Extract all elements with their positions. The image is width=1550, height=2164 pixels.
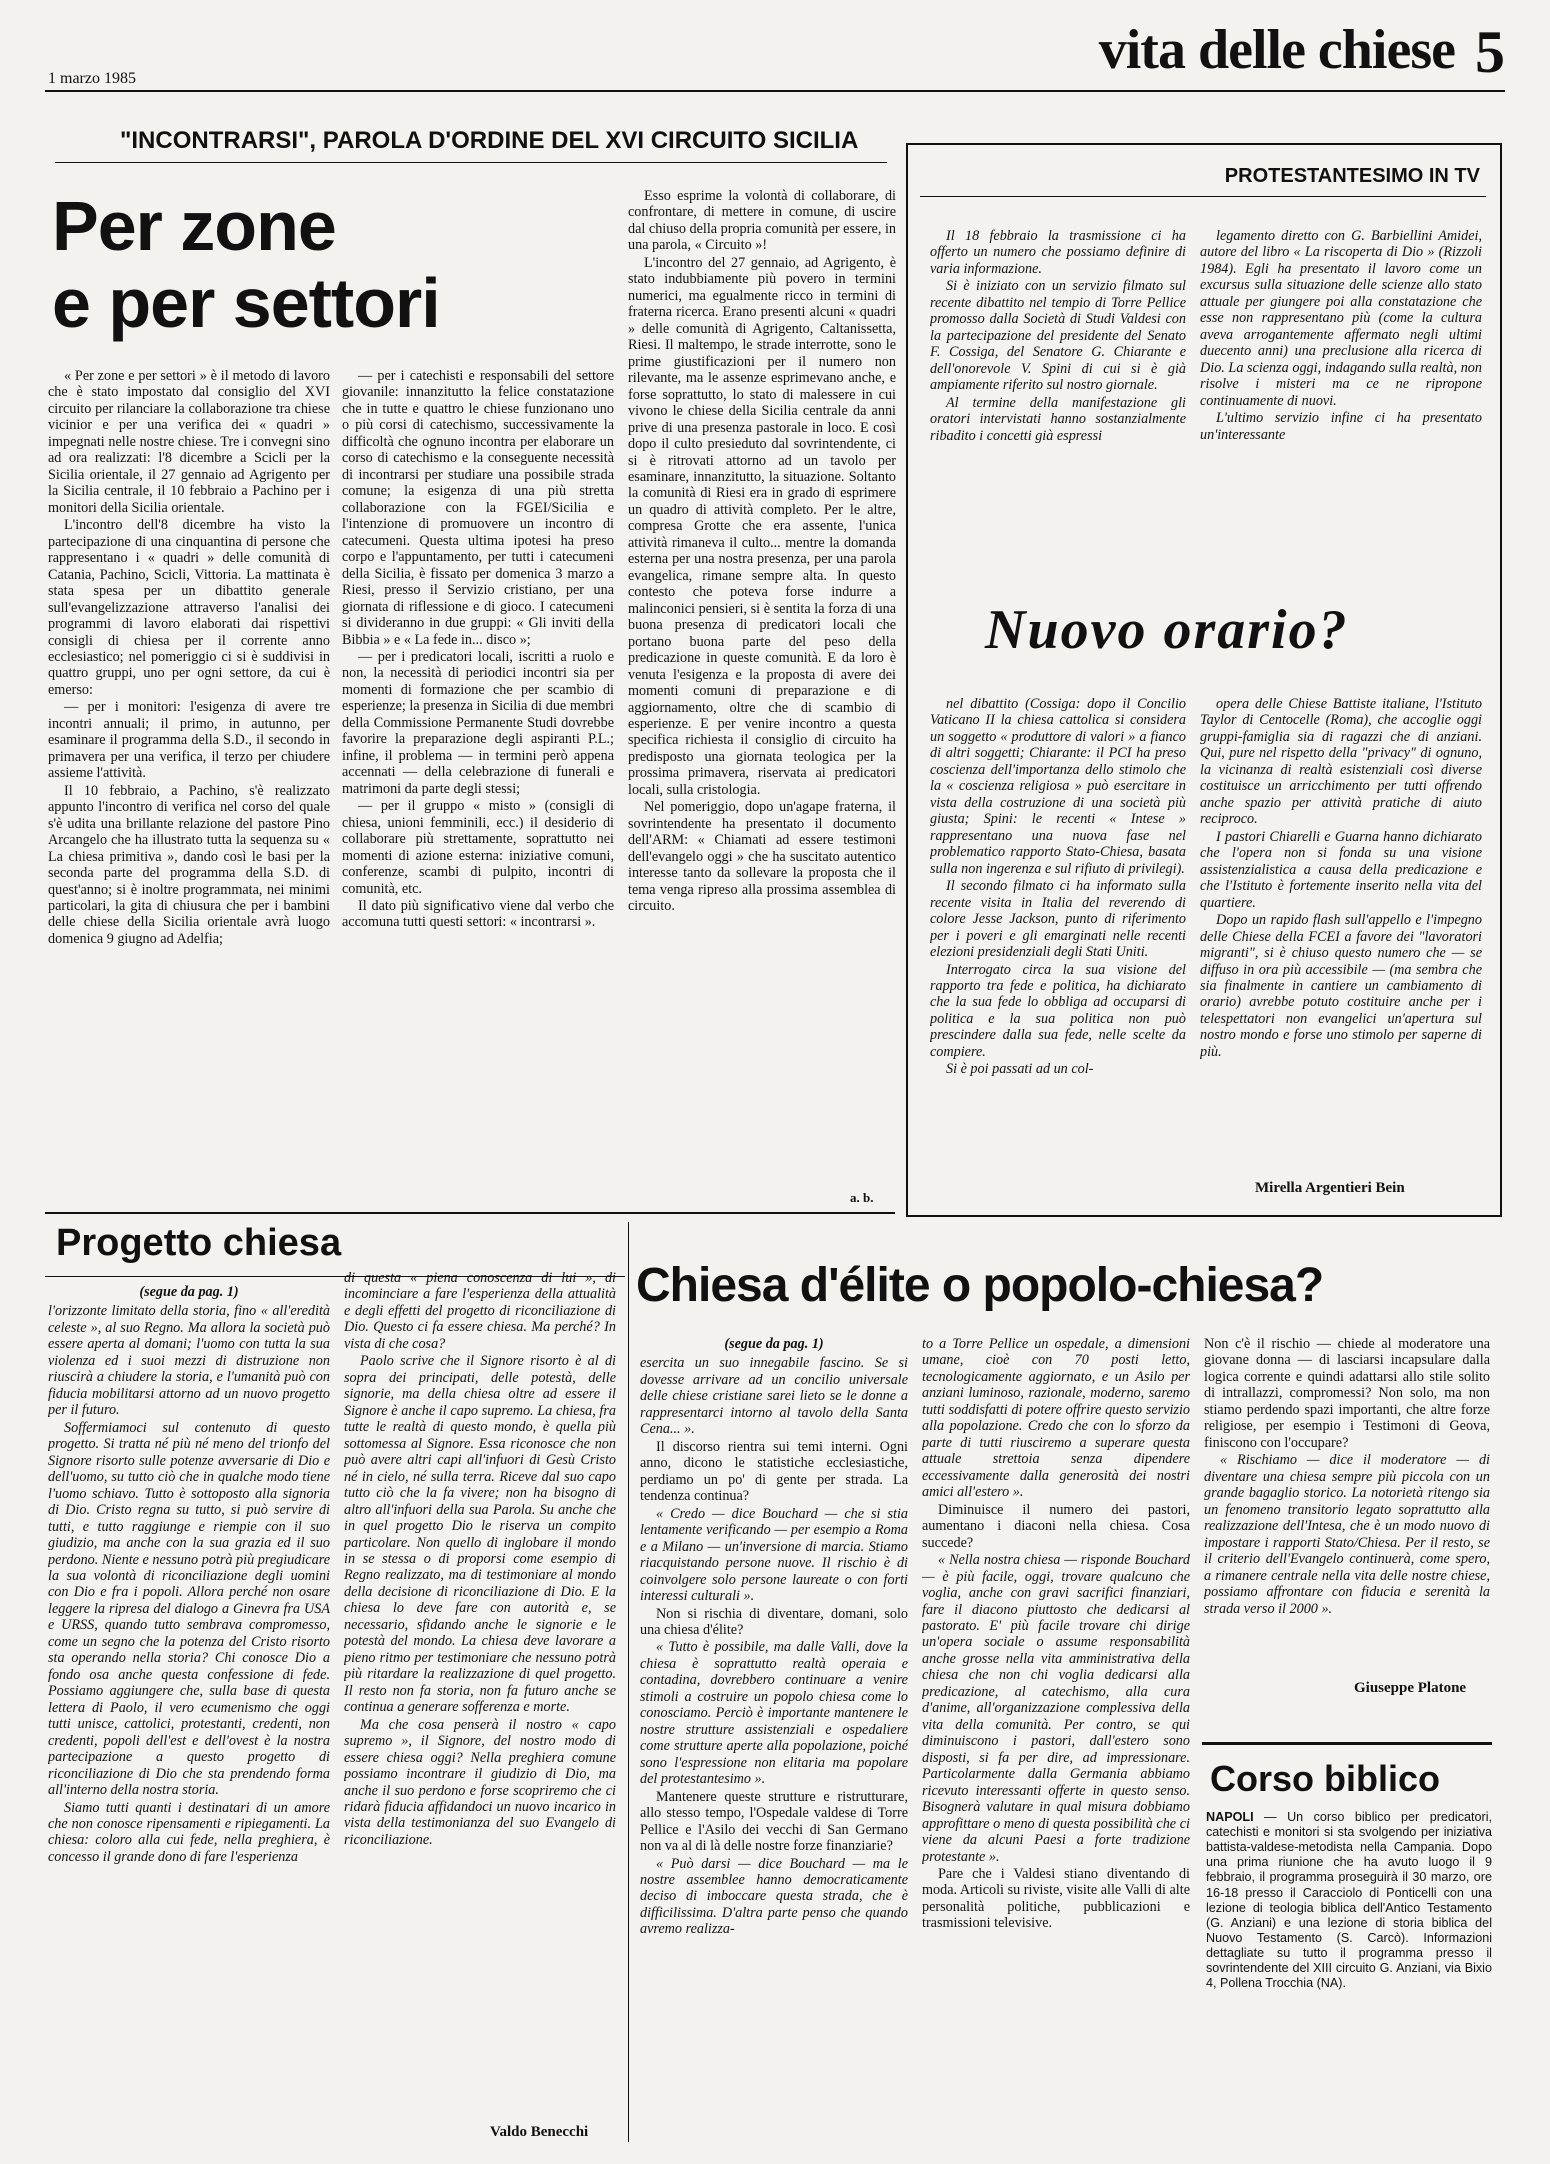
paragraph: Siamo tutti quanti i destinatari di un amore che non conosce ripensamenti e ripiegamenti. La chiesa: coloro alla cui fede, nella preghiera, è concesso il grande dono di fare l'esperienza	[48, 1799, 330, 1865]
article1-bottom-rule	[45, 1212, 895, 1214]
paragraph: « Credo — dice Bouchard — che si stia lentamente verificando — per esempio a Roma e a Milano — un'inversione di marcia. Stiamo riacquistando persone nuove. Il rischio è di coinvolgere solo persone laureate o con forti interessi culturali ».	[640, 1505, 908, 1605]
paragraph: nel dibattito (Cossiga: dopo il Concilio Vaticano II la chiesa cattolica si considera un soggetto « produttore di valori » a fianco di altri soggetti; Chiarante: il PCI ha preso coscienza dell'importanza dello stimolo che la « coscienza religiosa » può esercitare in vista della costruzione di una società più giusta; Spini: le recenti « Intese » rappresentano una nuova fase nel problematico rapporto Stato-Chiesa, basata sulla non ingerenza e sul rifiuto di privilegi).	[930, 696, 1186, 877]
corso-top-rule	[1202, 1742, 1492, 1745]
article1-signature: a. b.	[850, 1190, 874, 1205]
paragraph: L'incontro del 27 gennaio, ad Agrigento, è stato indubbiamente più povero in termini numerici, ma egualmente ricco in termini di fraterna ricerca. Erano presenti alcuni « quadri » delle comunità di Agrigento, Caltanissetta, Riesi. Il maltempo, le strade interrotte, sono le prime giustificazioni per il numero non rilevante, ma le assenze esprimevano anche, e forse soprattutto, lo stato di malessere in cui vivono le chiese della Sicilia centrale da anni prive di una presenza pastorale in loco. E così dopo il culto presieduto dal sovrintendente, ci si è ritrovati attorno ad un tavolo per esaminare, innanzitutto, la situazione. Soltanto la comunità di Riesi era in grado di esprimere un quadro di attività completo. Per le altre, compresa Grotte che era assente, l'unica attività rimaneva il culto... mentre la domanda esterna per una nostra presenza, per una parola evangelica, rimane sempre alta. In questo contesto che poteva forse indurre a malinconici pensieri, si è sentita la forza di una buona presenza di predicatori locali che portano buona parte del peso della predicazione in queste comunità. E da loro è venuta l'esigenza e la proposta di avere dei momenti comuni di preparazione e di aggiornamento, oltre che di scambio di esperienze. E per venire incontro a questa specifica richiesta il consiglio di circuito ha predisposto una giornata teologica per la prossima primavera, riservata ai predicatori locali, sulla cristologia.	[628, 254, 896, 798]
paragraph: Si è iniziato con un servizio filmato sul recente dibattito nel tempio di Torre Pellice promosso dalla Società di Studi Valdesi con la partecipazione del presidente del Senato F. Cossiga, del Senatore G. Chiarante e dell'onorevole V. Spini di cui si è già ampiamente riferito sul nostro giornale.	[930, 278, 1186, 394]
article2-col2	[344, 1270, 616, 2124]
paragraph: « Nella nostra chiesa — risponde Bouchard — è più facile, oggi, trovare qualcuno che voglia, anche con gravi sacrifici finanziari, fare il diacono piuttosto che dedicarsi al pastorato. E' più facile trovare chi dirige un'opera sociale o assume responsabilità anche grosse nella vita amministrativa della chiesa che non chi voglia dedicarsi alla predicazione, al catechismo, alla cura d'anime, all'organizzazione complessiva della vita della comunità. Per contro, se qui diminuiscono i pastori, dall'estero sono disposti, si fa per dire, ad impressionare. Particolarmente dalla Germania abbiamo ricevuto interessanti offerte in questo senso. Bisognerà valutare in qual misura dobbiamo approfittare o meno di questa possibilità che ci viene da alcuni Paesi a forte tradizione protestante ».	[922, 1552, 1190, 1865]
paragraph: Il 10 febbraio, a Pachino, s'è realizzato appunto l'incontro di verifica nel corso del quale s'è udita una brillante relazione del pastore Pino Arcangelo che ha illustrato tutta la sequenza su « La chiesa primitiva », dando così le basi per la seconda parte del programma della S.D. di quest'anno; si è inoltre programmata, nei minimi particolari, la gita di chiusura che per i bambini delle chiese della Sicilia orientale avrà luogo domenica 9 giugno ad Adelfia;	[48, 782, 330, 947]
paragraph: Il dato più significativo viene dal verbo che accomuna tutti questi settori: « incontrarsi ».	[342, 898, 614, 931]
paragraph: opera delle Chiese Battiste italiane, l'Istituto Taylor di Centocelle (Roma), che accoglie oggi gruppi-famiglia sia di ragazzi che di anziani. Qui, pure nel rispetto della "privacy" di ognuno, la vicinanza di realtà esistenziali così diverse costituisce un arricchimento per tutti offrendo anche spazio per attività pratiche di aiuto reciproco.	[1200, 696, 1482, 828]
paragraph: Soffermiamoci sul contenuto di questo progetto. Si tratta né più né meno del trionfo del Signore risorto sulle potenze avversarie di Dio e dell'uomo, su tutto ciò che in qualche modo tiene l'uomo schiavo. Tutto è sottoposto alla signoria di Dio. Cristo regna su tutto, si può servire di tutti, e tutto raggiunge e riempie con il suo giudizio, ma anche con la sua grazia ed il suo perdono. Niente e nessuno potrà più pregiudicare la sua volontà di riconciliazione degli uomini con Dio e fra i popoli. Allora perché non osare leggere la ripresa del dialogo a Ginevra fra USA e URSS, quando tutto sembrava compromesso, come un segno che la potenza del Cristo risorto sta operando nella storia? Chi conosce Dio a fondo osa anche questa confessione di fede. Possiamo aggiungere che, sulla base di questa lettera di Paolo, il vero ecumenismo che oggi tutti unisce, cattolici, protestanti, credenti, non credenti, popoli dell'est e dell'ovest è la nostra partecipazione a questo progetto di riconciliazione di Dio che sta prendendo forma all'interno della nostra storia.	[48, 1419, 330, 1799]
tv-col3	[930, 696, 1186, 1204]
tv-box-headline: Nuovo orario?	[985, 599, 1349, 661]
paragraph: Al termine della manifestazione gli oratori intervistati hanno sostanzialmente ribadito i concetti già espressi	[930, 394, 1186, 444]
article3-title: Chiesa d'élite o popolo-chiesa?	[636, 1259, 1324, 1312]
article1-title-line1: Per zone	[52, 187, 336, 265]
paragraph: « Tutto è possibile, ma dalle Valli, dove la chiesa è soprattutto realtà operaia e contadina, dovrebbero continuare a venire stimoli a costruire un popolo chiesa come lo conosciamo. Perciò è importante mantenere le nostre strutture assistenziali e ospedaliere come strutture aperte alla popolazione, poiché sono l'espressione non elitaria ma popolare del protestantesimo ».	[640, 1639, 908, 1788]
article1-title	[52, 188, 440, 342]
tv-col4	[1200, 696, 1482, 1174]
paragraph: — per il gruppo « misto » (consigli di chiesa, unioni femminili, ecc.) il desiderio di collaborare più strettamente, soprattutto nei momenti di azione esterna: iniziative comuni, conferenze, scambi di pulpito, incontri di comunità, etc.	[342, 798, 614, 897]
paragraph: Dopo un rapido flash sull'appello e l'impegno delle Chiese della FCEI a favore dei "lavoratori migranti", si è chiuso questo numero che — se diffuso in ora più accessibile — (ma sembra che sia finalmente in cantiere un cambiamento di orario) avrebbe potuto costituire anche per i telespettatori non evangelici un'apertura sul nostro mondo e forse uno stimolo per saperne di più.	[1200, 912, 1482, 1060]
paragraph: Si è poi passati ad un col-	[946, 1061, 1094, 1078]
continued-note: (segue da pag. 1)	[724, 1336, 824, 1352]
paragraph: esercita un suo innegabile fascino. Se si dovesse arrivare ad un concilio universale delle chiese cristiane sarei lieto se le donne a rappresentarci intorno al tavolo della Santa Cena... ».	[640, 1355, 908, 1438]
paragraph: Interrogato circa la sua visione del rapporto tra fede e politica, ha dichiarato che la sua fede lo obbliga ad occuparsi di politica e la sua politica non può prescindere dalla sua fede, nelle scelte da compiere.	[930, 961, 1186, 1060]
article1-title-line2: e per settori	[52, 264, 440, 342]
article1-kicker: "INCONTRARSI", PAROLA D'ORDINE DEL XVI CIRCUITO SICILIA	[120, 127, 859, 154]
paragraph: legamento diretto con G. Barbiellini Amidei, autore del libro « La riscoperta di Dio » (Rizzoli 1984). Egli ha presentato il lavoro come un excursus sulla situazione delle scienze allo stato attuale per giungere poi alla constatazione che esse non rappresentano più (come la cultura aveva arrogantemente affermato negli ultimi duecento anni) una preclusione alla ricerca di Dio. La scienza oggi, indagando sulla realtà, non risolve i misteri ma ce ne ripropone continuamente di nuovi.	[1200, 228, 1482, 409]
tv-col2	[1200, 228, 1482, 590]
kicker-rule	[55, 162, 887, 163]
tv-box-title-rule	[920, 196, 1486, 197]
header-rule	[45, 90, 1505, 92]
paragraph: Ma che cosa penserà il nostro « capo supremo », il Signore, del nostro modo di essere chiesa oggi? Nella preghiera comune possiamo incontrare il giudizio di Dio, ma anche il suo perdono e forse scopriremo che ci ridarà fiducia affidandoci un nuovo incarico in vista della testimonianza del suo Evangelo di riconciliazione.	[344, 1716, 616, 1848]
paragraph: — per i catechisti e responsabili del settore giovanile: innanzitutto la felice constatazione che in tutte e quattro le chiese funzionano uno o più corsi di catechismo, successivamente la difficoltà che ognuno incontra per elaborare un corso di catechismo e la conseguente necessità di incontrarsi per studiare una possibile strada comune; la esigenza di una più stretta collaborazione con la FGEI/Sicilia e l'intenzione di promuovere un incontro di catecumeni. Questa ultima ipotesi ha preso corpo e l'appuntamento, per tutti i catecumeni della Sicilia, è fissato per domenica 3 marzo a Riesi, presso il Servizio cristiano, per una giornata di riflessione e di gioco. I catecumeni si divideranno in due gruppi: « Gli inviti della Bibbia » e « La fede in... disco »;	[342, 368, 614, 648]
corso-title: Corso biblico	[1210, 1758, 1441, 1799]
corso-place: NAPOLI	[1206, 1810, 1254, 1824]
paragraph: di questa « piena conoscenza di lui », di incominciare a fare l'esperienza della attualità e degli effetti del progetto di riconciliazione di Dio. Questo ci fa essere chiesa. Ma perché? In vista di che cosa?	[344, 1270, 616, 1352]
paragraph: Pare che i Valdesi stiano diventando di moda. Articoli su riviste, visite alle Valli di alte personalità politiche, pubblicazioni e trasmissioni televisive.	[922, 1866, 1190, 1932]
paragraph: Nel pomeriggio, dopo un'agape fraterna, il sovrintendente ha presentato il documento dell'ARM: « Chiamati ad essere testimoni dell'evangelo oggi » che ha suscitato autentico interesse tanto da sollevare la proposta che il tema venga ripreso alla prossima assemblea di circuito.	[628, 799, 896, 915]
article3-col2	[922, 1336, 1190, 2124]
paragraph: Diminuisce il numero dei pastori, aumentano i diaconi nella chiesa. Cosa succede?	[922, 1501, 1190, 1551]
paragraph: L'ultimo servizio infine ci ha presentato un'interessante	[1200, 410, 1482, 443]
paragraph: — per i monitori: l'esigenza di avere tre incontri annuali; il primo, in autunno, per esaminare il programma della S.D., il secondo in primavera per una verifica, il terzo per chiudere assieme l'attività.	[48, 699, 330, 782]
paragraph: L'incontro dell'8 dicembre ha visto la partecipazione di una cinquantina di persone che rappresentano i « quadri » delle comunità di Catania, Pachino, Scicli, Vittoria. La mattinata è stata spesa per un dibattito generale sull'evangelizzazione attraverso l'analisi dei programmi di lavoro elaborati dai rispettivi consigli di chiesa per il corrente anno ecclesiastico; nel pomeriggio ci si è suddivisi in quattro gruppi, uno per ogni settore, da cui è emerso:	[48, 517, 330, 698]
paragraph: l'orizzonte limitato della storia, fino « all'eredità celeste », al suo Regno. Ma allora la società può essere aperta al domani; l'uomo con tutta la sua violenza ed i suoi mezzi di distruzione non riuscirà a chiudere la storia, e l'umanità può con fiducia mobilitarsi attorno ad un nuovo progetto per il futuro.	[48, 1303, 330, 1419]
paragraph: I pastori Chiarelli e Guarna hanno dichiarato che l'opera non si fonda su una visione assistenzialistica a causa della predicazione e che l'Istituto è fortemente inserito nella vita del quartiere.	[1200, 828, 1482, 911]
paragraph: Mantenere queste strutture e ristrutturare, allo stesso tempo, l'Ospedale valdese di Torre Pellice e l'Asilo dei vecchi di San Germano non va al di là delle nostre forze finanziarie?	[640, 1788, 908, 1855]
paragraph: Il 18 febbraio la trasmissione ci ha offerto un numero che possiamo definire di varia informazione.	[930, 228, 1186, 277]
article2-col1	[48, 1284, 330, 2124]
issue-date: 1 marzo 1985	[48, 70, 136, 87]
continued-note: (segue da pag. 1)	[139, 1284, 239, 1300]
paragraph: — per i predicatori locali, iscritti a ruolo e non, la necessità di periodici incontri sia per momenti di formazione che per scambio di esperienze; la presenza in Sicilia di due membri della Commissione Permanente Studi dovrebbe favorire la preparazione degli aspiranti P.L.; infine, il problema — in termini però appena accennati — della celebrazione di funerali e matrimoni da parte degli stessi;	[342, 648, 614, 797]
paragraph: « Rischiamo — dice il moderatore — di diventare una chiesa sempre più piccola con un grande bagaglio storico. La notorietà ritengo sia un fenomeno transitorio legato soprattutto alla realizzazione dell'Intesa, che è un modo nuovo di impostare i rapporti Stato/Chiesa. Per il resto, se il criterio dell'Evangelo continuerà, come spero, a rimanere centrale nella vita delle nostre chiese, possiamo affrontare con fiducia e serenità la strada verso il 2000 ».	[1204, 1452, 1490, 1617]
corso-paragraph	[1206, 1810, 1492, 1991]
tv-box-signature: Mirella Argentieri Bein	[1255, 1180, 1405, 1196]
corso-body	[1206, 1810, 1492, 2130]
article-divider	[628, 1222, 629, 2142]
paragraph: to a Torre Pellice un ospedale, a dimensioni umane, cioè con 70 posti letto, tecnologicamente aggiornato, e un Asilo per anziani luminoso, razionale, moderno, saremo tutti soddisfatti di potere offrire questo servizio alla popolazione. Credo che con lo sforzo da parte di tutti riusciremo a superare questa attuale strettoia senza dipendere eccessivamente dalla generosità dei nostri amici all'estero ».	[922, 1336, 1190, 1501]
article2-title: Progetto chiesa	[56, 1222, 342, 1264]
article1-col3	[628, 188, 896, 1174]
paragraph: Esso esprime la volontà di collaborare, di confrontare, di mettere in comune, di uscire dal chiuso della propria comunità per essere, in una parola, « Circuito »!	[628, 188, 896, 254]
paragraph: « Può darsi — dice Bouchard — ma le nostre assemblee hanno democraticamente deciso di imboccare questa strada, che è difficilissima. D'altra parte penso che quando avremo realizza-	[640, 1855, 908, 1938]
page-number: 5	[1475, 19, 1505, 85]
article3-col3	[1204, 1336, 1490, 1672]
tv-col1	[930, 228, 1186, 590]
paragraph: Non c'è il rischio — chiede al moderatore una giovane donna — di lasciarsi incapsulare dalla logica corrente e quindi adattarsi allo stile solito di intrallazzi, compromessi? Non solo, ma non stiamo perdendo spazi importanti, che altre forze religiose, per esempio i Testimoni di Geova, finiscono con l'occupare?	[1204, 1336, 1490, 1451]
article1-col1	[48, 368, 330, 1186]
paragraph: Il discorso rientra sui temi interni. Ogni anno, dicono le statistiche ecclesiastiche, perdiamo un po' di gente per strada. La tendenza continua?	[640, 1438, 908, 1505]
article2-signature: Valdo Benecchi	[490, 2124, 589, 2140]
paragraph: Il secondo filmato ci ha informato sulla recente visita in Italia del reverendo di colore Jesse Jackson, punto di riferimento per i poveri e gli emarginati nelle recenti elezioni presidenziali degli Stati Uniti.	[930, 878, 1186, 961]
tv-box-title: PROTESTANTESIMO IN TV	[1224, 165, 1480, 187]
article1-col2	[342, 368, 614, 1186]
section-title: vita delle chiese	[1098, 19, 1455, 81]
paragraph: Non si rischia di diventare, domani, solo una chiesa d'élite?	[640, 1605, 908, 1638]
article3-signature: Giuseppe Platone	[1354, 1680, 1467, 1696]
corso-text: — Un corso biblico per predicatori, catechisti e monitori si sta svolgendo per iniziativa battista-valdese-metodista nella Campania. Dopo una prima riunione che ha avuto luogo il 9 febbraio, il programma proseguirà il 30 marzo, ore 16-18 presso il Caracciolo di Ponticelli con una lezione di teologia biblica dell'Antico Testamento (G. Anziani) e una lezione di storia biblica del Nuovo Testamento (S. Carcò). Informazioni dettagliate su tutto il programma presso il sovrintendente del XIII circuito G. Anziani, via Bixio 4, Pollena Trocchia (NA).	[1206, 1810, 1492, 1991]
paragraph: « Per zone e per settori » è il metodo di lavoro che è stato impostato dal consiglio del XVI circuito per rilanciare la collaborazione tra chiese vicinior e per una verifica dei « quadri » impegnati nelle nostre chiese. Tre i convegni sino ad ora realizzati: l'8 dicembre a Scicli per la Sicilia orientale, il 27 gennaio ad Agrigento per la Sicilia centrale, il 10 febbraio a Pachino per i monitori della Sicilia orientale.	[48, 368, 330, 516]
article3-col1	[640, 1336, 908, 2124]
paragraph: Paolo scrive che il Signore risorto è al di sopra dei principati, delle potestà, delle signorie, ma della chiesa oltre ad essere il Signore è anche il capo supremo. La chiesa, fra tutte le realtà di questo mondo, è quella più sottomessa al Signore. Essa riconosce che non può avere altri capi all'infuori di Gesù Cristo né in cielo, né sulla terra. Riceve dal suo capo tutto ciò che la fa vivere; non ha bisogno di altro all'infuori della sua Parola. Su anche che in quel progetto Dio le riserva un compito particolare. Non quello di inglobare il mondo in se stessa o di proporsi come esempio di Regno realizzato, ma di testimoniare al mondo della decisione di riconciliazione di Dio. E la chiesa lo deve fare con autorità e, se necessario, sfidando anche le signorie e le potestà del mondo. La chiesa deve lavorare a pieno ritmo per testimoniare che nessuno potrà più ritardare la realizzazione di quel progetto. Il resto non fa storia, non fa futuro anche se continua a generare sofferenza e morte.	[344, 1353, 616, 1716]
